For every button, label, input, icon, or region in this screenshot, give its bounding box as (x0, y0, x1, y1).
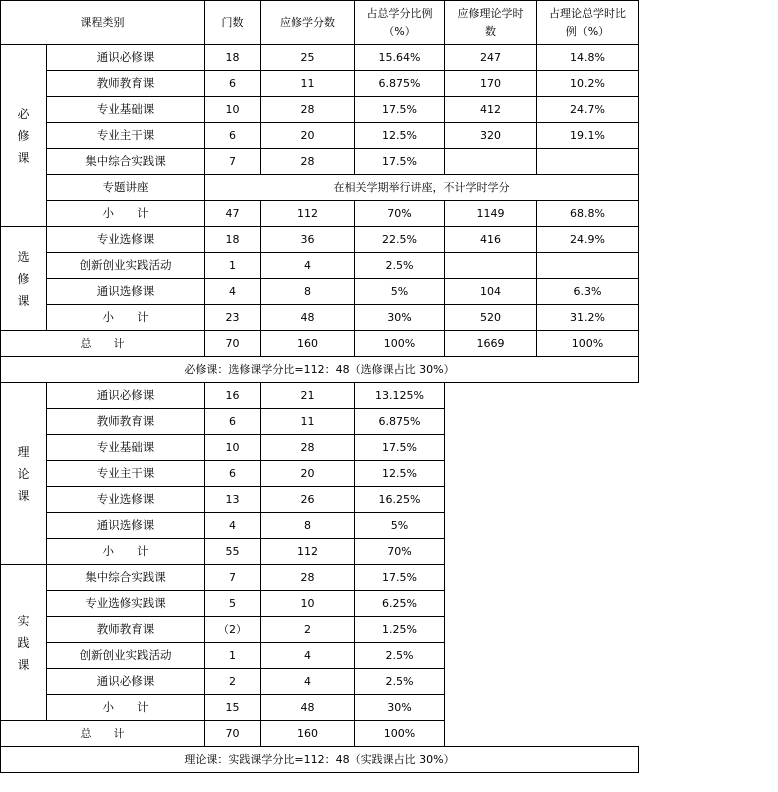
total-label: 总 计 (1, 331, 205, 357)
course-credits: 160 (261, 331, 355, 357)
course-theory-hours: 1669 (445, 331, 537, 357)
header-count: 门数 (205, 1, 261, 45)
course-count: 70 (205, 721, 261, 747)
subtotal-row (1, 201, 639, 227)
group-label-char: 课 (17, 150, 30, 165)
ratio-note: 理论课：实践课学分比=112：48（实践课占比 30%） (1, 747, 639, 773)
course-count: 4 (205, 513, 261, 539)
group-label-char: 理 (17, 444, 30, 459)
group-label (1, 565, 47, 721)
header-credit-ratio-line1: 占总学分比例 (366, 6, 433, 20)
note-row (1, 357, 639, 383)
group-label-char: 课 (17, 488, 30, 503)
header-theory-hours-line2: 数 (485, 24, 496, 38)
course-credits: 28 (261, 149, 355, 175)
header-theory-ratio-line1: 占理论总学时比 (549, 6, 626, 20)
note-row (1, 747, 639, 773)
table-row (1, 97, 639, 123)
course-credit-ratio: 70% (355, 201, 445, 227)
course-credit-ratio: 6.875% (355, 409, 445, 435)
course-credits: 28 (261, 435, 355, 461)
course-name: 专业主干课 (47, 461, 205, 487)
course-theory-ratio: 14.8% (537, 45, 639, 71)
course-theory-hours: 320 (445, 123, 537, 149)
course-name: 专题讲座 (47, 175, 205, 201)
course-credit-ratio: 17.5% (355, 565, 445, 591)
course-credits: 4 (261, 253, 355, 279)
course-name: 专业选修课 (47, 487, 205, 513)
group-label-char: 必 (17, 106, 30, 121)
lecture-note: 在相关学期举行讲座，不计学时学分 (205, 175, 639, 201)
course-count: 47 (205, 201, 261, 227)
course-theory-hours: 1149 (445, 201, 537, 227)
header-credits: 应修学分数 (261, 1, 355, 45)
course-credits: 21 (261, 383, 355, 409)
course-theory-hours: 170 (445, 71, 537, 97)
course-theory-ratio: 31.2% (537, 305, 639, 331)
table-row (1, 45, 639, 71)
header-credit-ratio (355, 1, 445, 45)
course-name: 小 计 (47, 695, 205, 721)
course-count: 6 (205, 71, 261, 97)
course-theory-ratio (537, 149, 639, 175)
course-credits: 36 (261, 227, 355, 253)
header-theory-ratio-line2: 例（%） (565, 24, 610, 38)
course-credit-ratio: 17.5% (355, 149, 445, 175)
course-credits: 4 (261, 669, 355, 695)
total-row (1, 331, 639, 357)
course-count: 6 (205, 123, 261, 149)
table-row (1, 227, 639, 253)
course-theory-hours: 412 (445, 97, 537, 123)
course-credit-ratio: 30% (355, 305, 445, 331)
course-count: 6 (205, 409, 261, 435)
course-name: 专业主干课 (47, 123, 205, 149)
course-credits: 28 (261, 565, 355, 591)
course-name: 小 计 (47, 539, 205, 565)
blank-area (445, 383, 639, 747)
subtotal-row (1, 305, 639, 331)
course-name: 集中综合实践课 (47, 149, 205, 175)
course-theory-ratio: 10.2% (537, 71, 639, 97)
header-category: 课程类别 (1, 1, 205, 45)
course-credit-ratio: 100% (355, 331, 445, 357)
group-label (1, 227, 47, 331)
ratio-note: 必修课：选修课学分比=112：48（选修课占比 30%） (1, 357, 639, 383)
course-name: 小 计 (47, 305, 205, 331)
course-credit-ratio: 13.125% (355, 383, 445, 409)
course-count: 7 (205, 149, 261, 175)
course-name: 创新创业实践活动 (47, 253, 205, 279)
course-credit-ratio: 22.5% (355, 227, 445, 253)
course-name: 专业基础课 (47, 435, 205, 461)
course-theory-hours (445, 149, 537, 175)
group-label-char: 课 (17, 657, 30, 672)
course-count: 10 (205, 97, 261, 123)
course-theory-hours (445, 253, 537, 279)
header-theory-hours-line1: 应修理论学时 (457, 6, 524, 20)
course-credit-ratio: 17.5% (355, 97, 445, 123)
course-count: 23 (205, 305, 261, 331)
group-label-char: 论 (17, 466, 30, 481)
course-credit-ratio: 16.25% (355, 487, 445, 513)
course-credit-ratio: 15.64% (355, 45, 445, 71)
course-theory-ratio: 6.3% (537, 279, 639, 305)
course-name: 专业选修实践课 (47, 591, 205, 617)
course-theory-ratio: 68.8% (537, 201, 639, 227)
course-credit-ratio: 6.875% (355, 71, 445, 97)
header-theory-hours (445, 1, 537, 45)
course-credits: 48 (261, 305, 355, 331)
course-credit-ratio: 2.5% (355, 643, 445, 669)
course-credits: 4 (261, 643, 355, 669)
course-name: 教师教育课 (47, 617, 205, 643)
course-credits: 8 (261, 513, 355, 539)
course-theory-hours: 104 (445, 279, 537, 305)
group-label-char: 修 (17, 271, 30, 286)
course-credit-ratio: 2.5% (355, 669, 445, 695)
header-row (1, 1, 639, 45)
course-credit-ratio: 1.25% (355, 617, 445, 643)
course-credits: 112 (261, 201, 355, 227)
course-name: 小 计 (47, 201, 205, 227)
course-count: 2 (205, 669, 261, 695)
course-credits: 8 (261, 279, 355, 305)
course-credits: 20 (261, 123, 355, 149)
lecture-row (1, 175, 639, 201)
course-count: 16 (205, 383, 261, 409)
course-count: 6 (205, 461, 261, 487)
course-credit-ratio: 70% (355, 539, 445, 565)
course-name: 通识必修课 (47, 45, 205, 71)
table-row (1, 123, 639, 149)
course-name: 通识必修课 (47, 383, 205, 409)
course-count: 7 (205, 565, 261, 591)
course-credits: 112 (261, 539, 355, 565)
course-credits: 26 (261, 487, 355, 513)
course-credit-ratio: 12.5% (355, 123, 445, 149)
course-count: 5 (205, 591, 261, 617)
course-count: 70 (205, 331, 261, 357)
course-credit-ratio: 17.5% (355, 435, 445, 461)
course-credit-ratio: 30% (355, 695, 445, 721)
course-theory-ratio: 24.9% (537, 227, 639, 253)
course-theory-ratio (537, 253, 639, 279)
course-credits: 160 (261, 721, 355, 747)
course-count: 1 (205, 643, 261, 669)
header-theory-ratio (537, 1, 639, 45)
course-theory-hours: 247 (445, 45, 537, 71)
group-label-char: 修 (17, 128, 30, 143)
course-count: 13 (205, 487, 261, 513)
course-name: 创新创业实践活动 (47, 643, 205, 669)
course-name: 通识选修课 (47, 279, 205, 305)
course-credits: 2 (261, 617, 355, 643)
course-credit-ratio: 100% (355, 721, 445, 747)
group-label (1, 45, 47, 227)
course-credits: 10 (261, 591, 355, 617)
total-label: 总 计 (1, 721, 205, 747)
table-row (1, 383, 639, 409)
course-theory-hours: 416 (445, 227, 537, 253)
course-count: 4 (205, 279, 261, 305)
group-label-char: 践 (17, 635, 30, 650)
course-name: 集中综合实践课 (47, 565, 205, 591)
course-name: 教师教育课 (47, 409, 205, 435)
course-theory-ratio: 24.7% (537, 97, 639, 123)
course-name: 专业选修课 (47, 227, 205, 253)
course-count: 15 (205, 695, 261, 721)
group-label-char: 实 (17, 613, 30, 628)
course-credits: 25 (261, 45, 355, 71)
course-count: 18 (205, 45, 261, 71)
course-count: 10 (205, 435, 261, 461)
group-label (1, 383, 47, 565)
course-theory-hours: 520 (445, 305, 537, 331)
course-name: 专业基础课 (47, 97, 205, 123)
table-row (1, 253, 639, 279)
course-credit-ratio: 12.5% (355, 461, 445, 487)
course-count: 18 (205, 227, 261, 253)
course-theory-ratio: 19.1% (537, 123, 639, 149)
table-row (1, 279, 639, 305)
header-credit-ratio-line2: （%） (383, 24, 416, 38)
table-row (1, 149, 639, 175)
course-credit-ratio: 2.5% (355, 253, 445, 279)
course-name: 教师教育课 (47, 71, 205, 97)
course-name: 通识选修课 (47, 513, 205, 539)
course-credits: 28 (261, 97, 355, 123)
course-theory-ratio: 100% (537, 331, 639, 357)
course-count: 55 (205, 539, 261, 565)
course-credits: 48 (261, 695, 355, 721)
table-row (1, 71, 639, 97)
course-credit-ratio: 5% (355, 279, 445, 305)
group-label-char: 选 (17, 249, 30, 264)
course-credits: 11 (261, 409, 355, 435)
course-credit-ratio: 5% (355, 513, 445, 539)
group-label-char: 课 (17, 293, 30, 308)
course-count: （2） (205, 617, 261, 643)
course-credit-ratio: 6.25% (355, 591, 445, 617)
course-count: 1 (205, 253, 261, 279)
course-name: 通识必修课 (47, 669, 205, 695)
course-credits: 11 (261, 71, 355, 97)
course-credits: 20 (261, 461, 355, 487)
